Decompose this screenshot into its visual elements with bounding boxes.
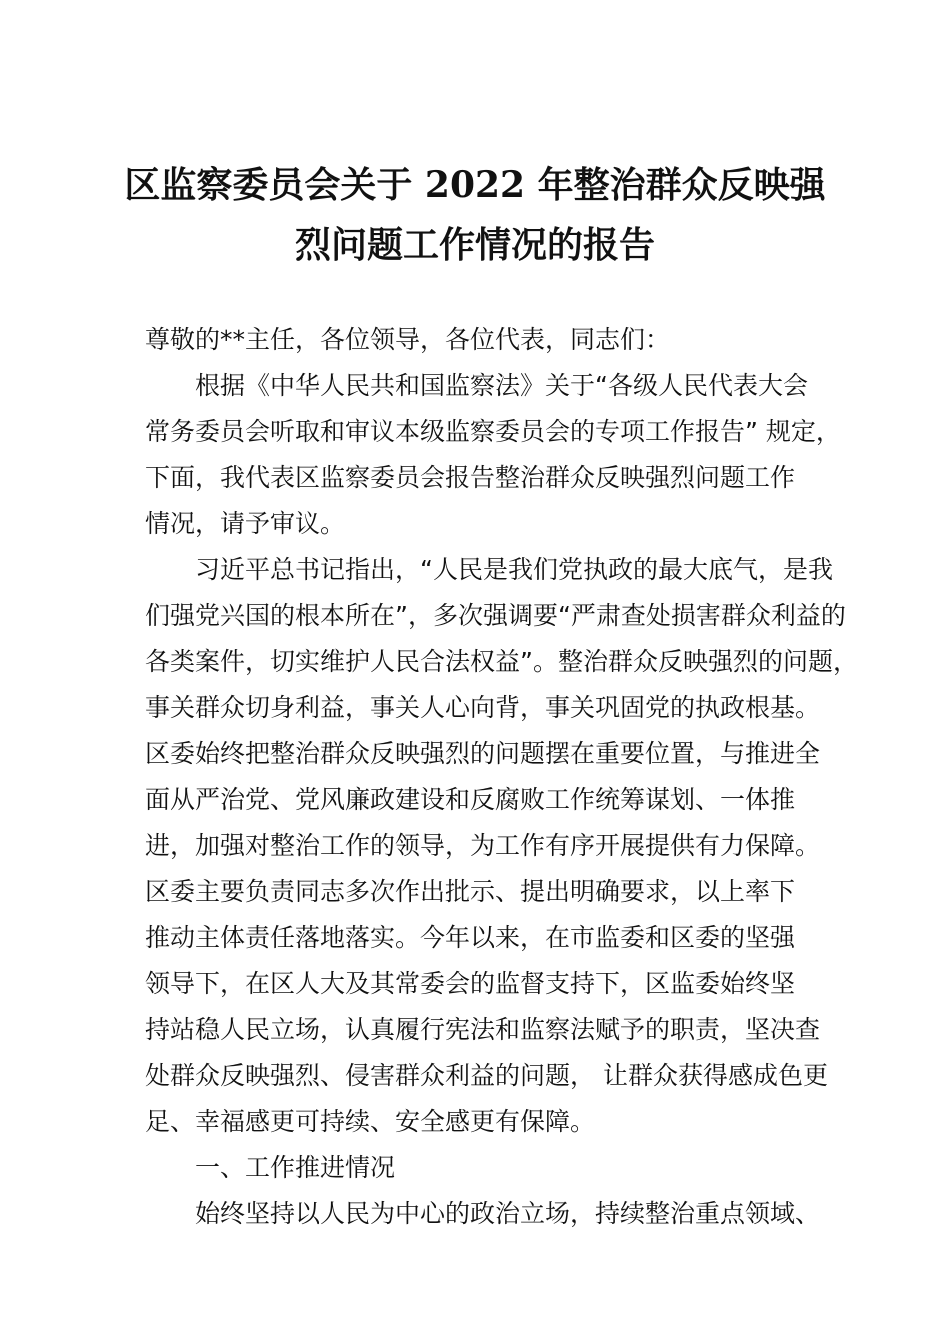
paragraph-2-line-12: 处群众反映强烈、侵害群众利益的问题， 让群众获得感成色更: [145, 1061, 828, 1090]
paragraph-2-line-3: 各类案件，切实维护人民合法权益”。整治群众反映强烈的问题，: [145, 647, 858, 676]
report-body: [145, 317, 858, 1237]
paragraph-2-line-1: 习近平总书记指出，“人民是我们党执政的最大底气，是我: [195, 555, 833, 584]
paragraph-2-line-13: 足、幸福感更可持续、安全感更有保障。: [145, 1107, 596, 1136]
paragraph-1-line-2: 常务委员会听取和审议本级监察委员会的专项工作报告” 规定，: [145, 417, 841, 446]
paragraph-2-line-4: 事关群众切身利益，事关人心向背，事关巩固党的执政根基。: [145, 693, 821, 722]
paragraph-2-line-10: 领导下，在区人大及其常委会的监督支持下，区监委始终坚: [145, 969, 796, 998]
paragraph-1-line-3: 下面，我代表区监察委员会报告整治群众反映强烈问题工作: [145, 463, 796, 492]
salutation: 尊敬的**主任，各位领导，各位代表，同志们：: [145, 325, 671, 354]
paragraph-3-line-1: 始终坚持以人民为中心的政治立场，持续整治重点领域、: [195, 1199, 821, 1228]
paragraph-2-line-5: 区委始终把整治群众反映强烈的问题摆在重要位置，与推进全: [145, 739, 821, 768]
paragraph-2-line-11: 持站稳人民立场，认真履行宪法和监察法赋予的职责，坚决查: [145, 1015, 821, 1044]
report-title-line-1: 区监察委员会关于 2022 年整治群众反映强: [124, 164, 826, 206]
paragraph-2-line-9: 推动主体责任落地落实。今年以来，在市监委和区委的坚强: [145, 923, 796, 952]
section-heading: 一、工作推进情况: [195, 1153, 396, 1182]
paragraph-1-line-4: 情况，请予审议。: [145, 509, 346, 538]
paragraph-2-line-8: 区委主要负责同志多次作出批示、提出明确要求，以上率下: [145, 877, 796, 906]
paragraph-2-line-2: 们强党兴国的根本所在”，多次强调要“严肃查处损害群众利益的: [145, 601, 846, 630]
paragraph-2-line-6: 面从严治党、党风廉政建设和反腐败工作统筹谋划、一体推: [145, 785, 796, 814]
paragraph-2-line-7: 进，加强对整治工作的领导，为工作有序开展提供有力保障。: [145, 831, 821, 860]
report-title-line-2: 烈问题工作情况的报告: [294, 224, 655, 266]
paragraph-1-line-1: 根据《中华人民共和国监察法》关于“各级人民代表大会: [195, 371, 808, 400]
